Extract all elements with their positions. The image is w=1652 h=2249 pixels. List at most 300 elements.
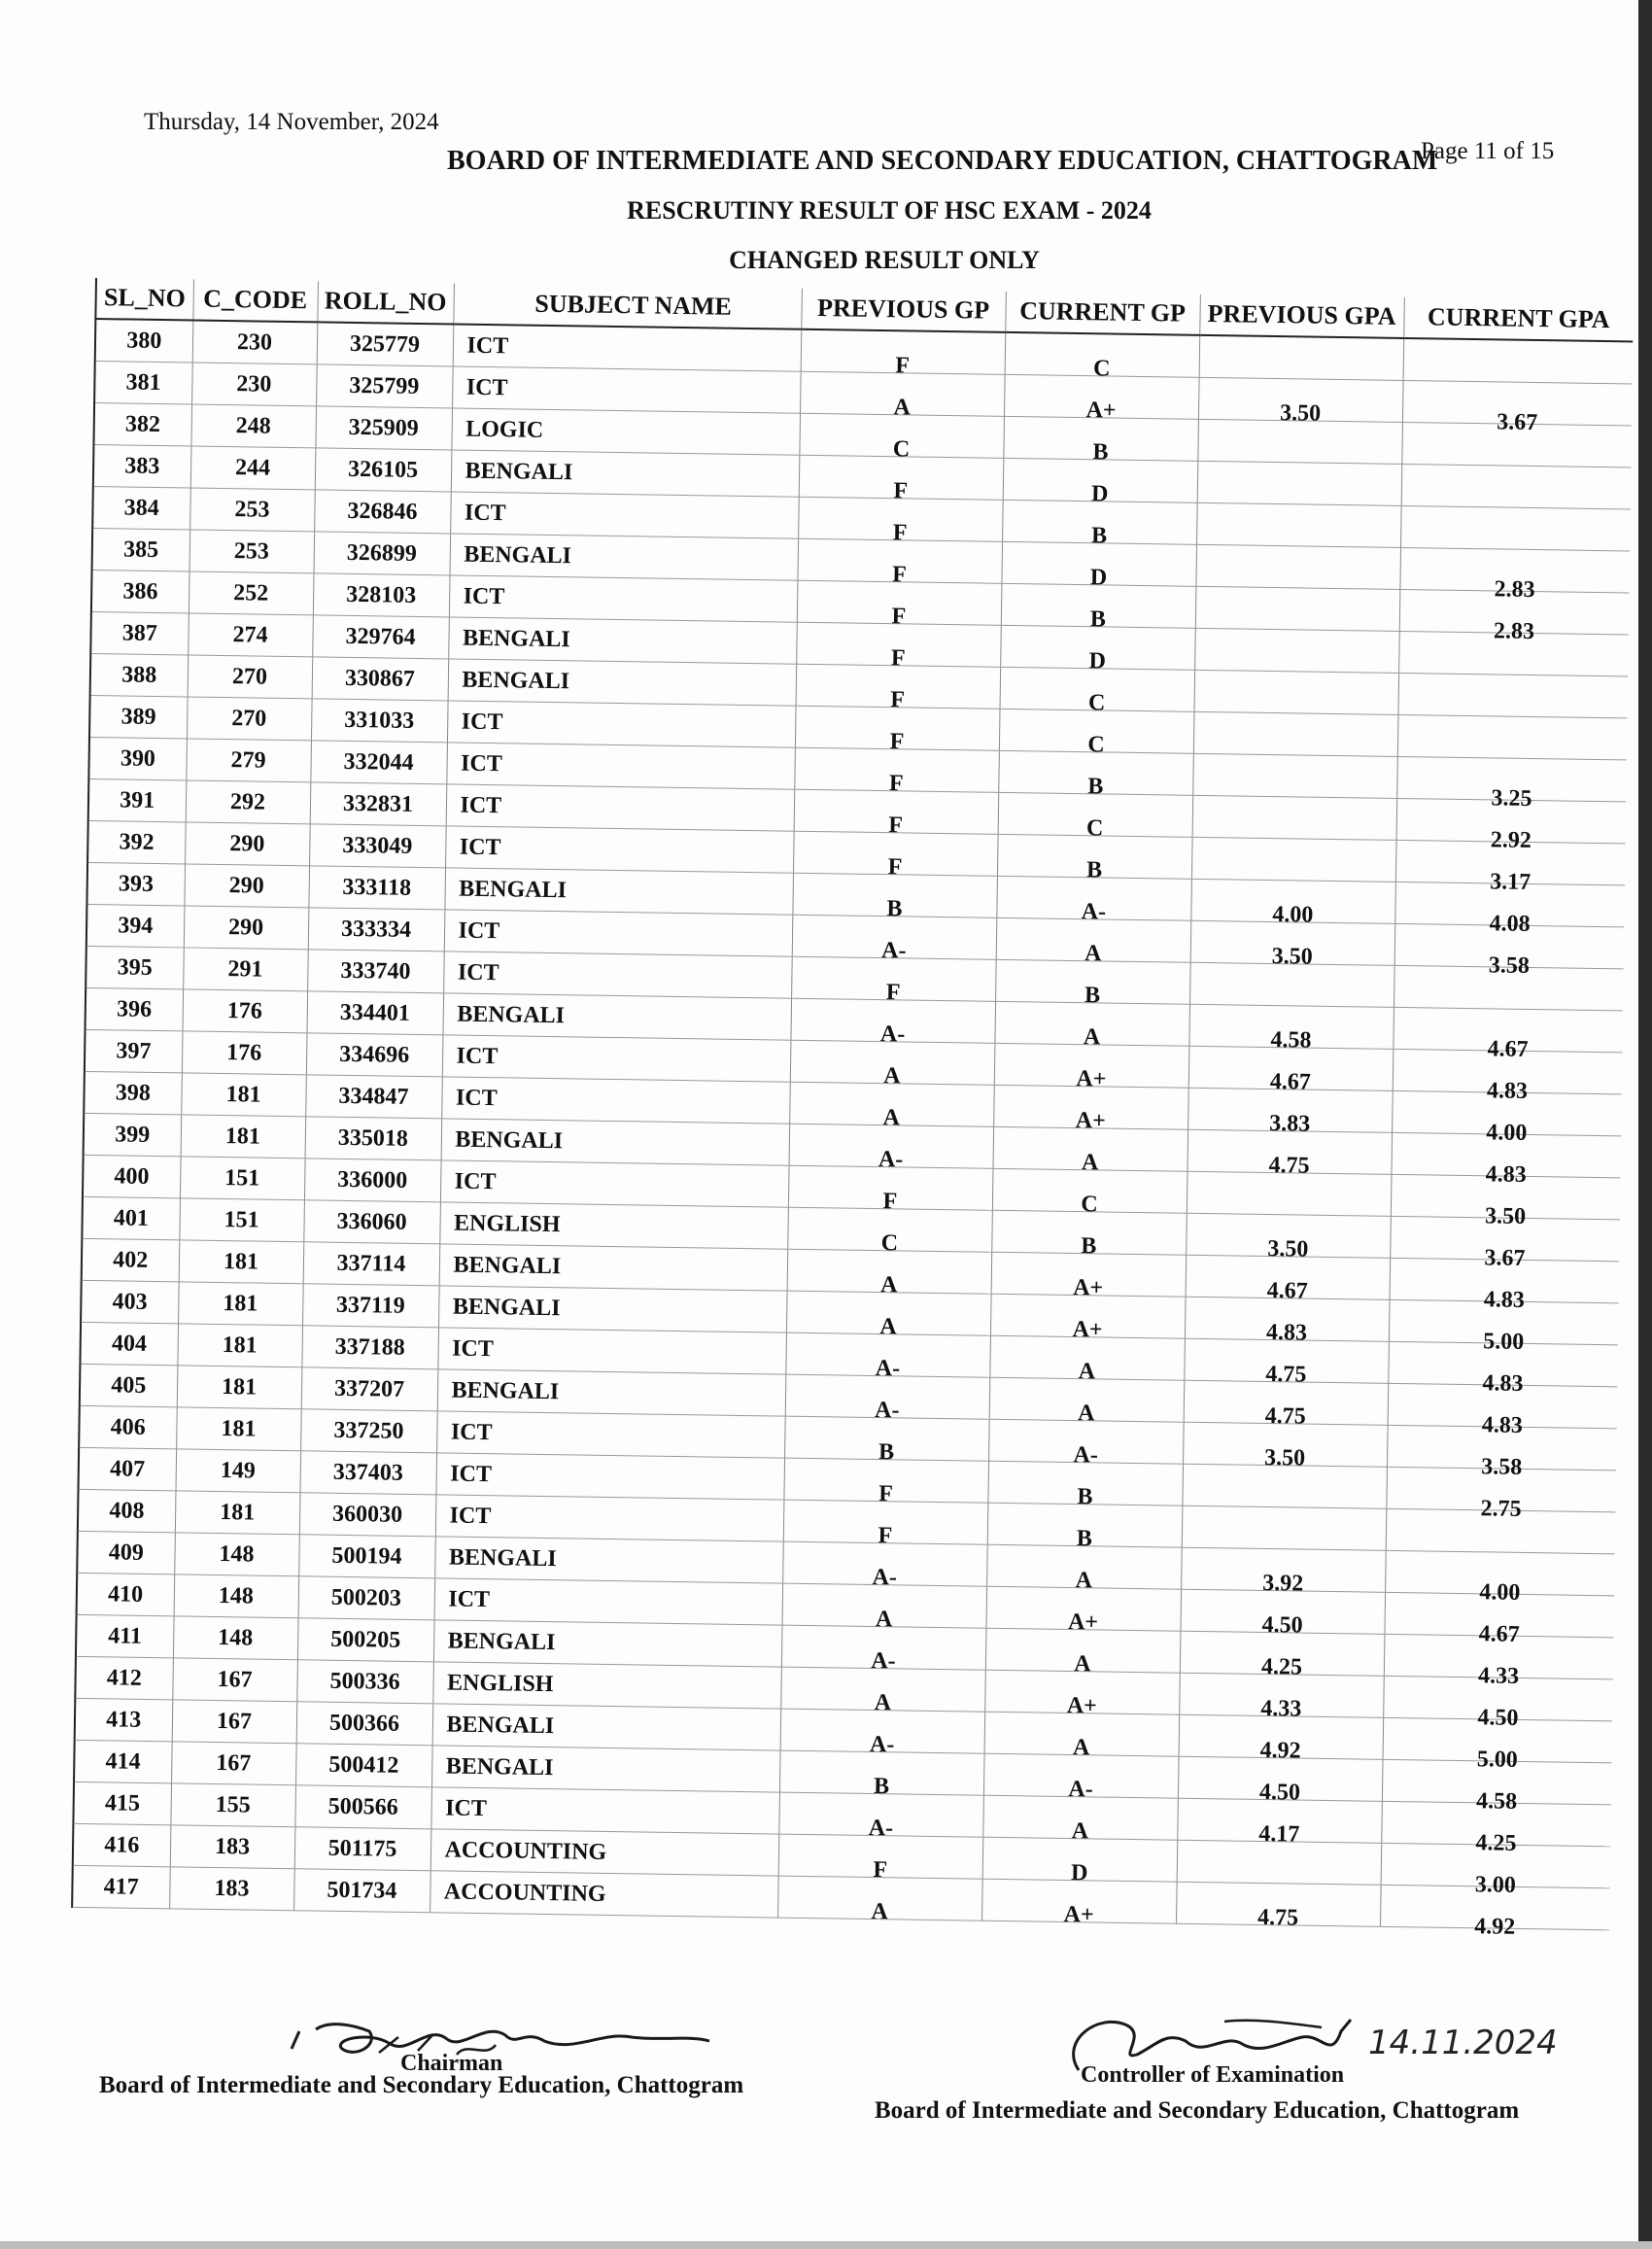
current-gpa-cell [1397,734,1628,778]
result-table-container [71,278,1633,1964]
subject-cell: ENGLISH [439,1202,788,1249]
roll-no-cell: 337188 [301,1326,438,1369]
current-gpa-cell: 4.58 [1382,1779,1612,1823]
current-gp-cell: C [1004,346,1199,391]
previous-gpa-cell [1196,516,1401,561]
subject-cell: LOGIC [451,408,800,455]
subject-cell: ICT [444,910,793,956]
sl-no-cell: 408 [78,1489,176,1532]
sl-no-cell: 380 [95,319,193,363]
previous-gp-cell: F [797,552,1002,597]
result-table [71,278,1634,1940]
scan-edge-bottom [0,2241,1652,2249]
c-code-cell: 270 [188,655,313,699]
previous-gpa-cell [1189,976,1394,1021]
subject-cell: ICT [452,366,801,413]
c-code-cell: 151 [179,1198,304,1242]
current-gpa-cell [1400,525,1631,570]
sl-no-cell: 395 [86,946,184,988]
current-gp-cell: C [999,680,1194,725]
previous-gpa-cell: 4.67 [1188,1059,1394,1104]
previous-gp-cell: F [800,343,1005,389]
current-gpa-cell: 4.33 [1384,1653,1614,1698]
subject-cell: BENGALI [438,1286,787,1332]
roll-no-cell: 333118 [308,866,445,910]
current-gp-cell: A [983,1725,1179,1770]
c-code-cell: 176 [182,1031,307,1075]
c-code-cell: 279 [186,739,311,782]
previous-gpa-cell [1182,1477,1387,1522]
current-gp-cell: A [992,1140,1187,1185]
current-gpa-cell: 4.83 [1391,1152,1621,1196]
header-subject-name: SUBJECT NAME [453,283,802,329]
previous-gp-cell: F [777,1848,982,1892]
exam-title: RESCRUTINY RESULT OF HSC EXAM - 2024 [627,196,1152,225]
subject-cell: ICT [446,743,795,789]
roll-no-cell: 328103 [313,573,450,617]
header-previous-gpa: PREVIOUS GPA [1199,294,1404,338]
sl-no-cell: 386 [91,570,189,612]
previous-gp-cell: A- [778,1806,983,1851]
roll-no-cell: 337403 [299,1451,436,1495]
current-gp-cell: B [997,848,1192,892]
previous-gp-cell: A- [792,928,997,973]
previous-gp-cell: A [789,1095,994,1140]
controller-board-label: Board of Intermediate and Secondary Education, Chattogram [875,2097,1520,2124]
c-code-cell: 274 [188,613,313,657]
previous-gpa-cell [1193,683,1398,728]
previous-gp-cell: A [781,1597,986,1642]
c-code-cell: 181 [179,1240,304,1284]
roll-no-cell: 333740 [307,950,444,993]
previous-gp-cell: A [777,1889,982,1934]
current-gpa-cell [1385,1528,1615,1573]
sl-no-cell: 416 [73,1823,171,1866]
current-gpa-cell: 3.58 [1387,1444,1617,1489]
sl-no-cell: 388 [90,653,189,696]
current-gpa-cell: 4.00 [1385,1570,1615,1614]
previous-gp-cell: A [800,385,1005,430]
previous-gpa-cell [1192,767,1397,812]
roll-no-cell: 334847 [305,1075,442,1119]
subject-cell: BENGALI [450,534,799,580]
subject-cell: ICT [441,1077,790,1124]
current-gp-cell: A [989,1349,1185,1394]
previous-gpa-cell: 3.50 [1186,1227,1391,1271]
c-code-cell: 292 [186,780,311,824]
previous-gp-cell: F [791,970,996,1015]
roll-no-cell: 500336 [296,1660,433,1704]
current-gpa-cell: 5.00 [1389,1319,1619,1364]
sl-no-cell: 415 [73,1782,171,1824]
previous-gpa-cell [1193,725,1398,770]
current-gpa-cell: 3.25 [1396,776,1627,820]
sl-no-cell: 414 [74,1740,172,1782]
roll-no-cell: 325779 [317,322,454,366]
current-gpa-cell: 3.58 [1394,943,1624,987]
roll-no-cell: 334401 [307,991,444,1035]
previous-gp-cell: F [798,510,1003,555]
previous-gpa-cell: 4.33 [1179,1686,1384,1731]
result-table-body [72,319,1633,1940]
c-code-cell: 230 [192,320,318,363]
roll-no-cell: 500366 [296,1702,433,1746]
c-code-cell: 167 [172,1658,297,1702]
sl-no-cell: 383 [93,444,191,487]
sl-no-cell: 399 [84,1113,182,1156]
sl-no-cell: 401 [82,1196,180,1239]
c-code-cell: 149 [175,1449,300,1493]
c-code-cell: 181 [177,1324,302,1367]
previous-gpa-cell [1197,432,1402,477]
previous-gpa-cell: 4.75 [1183,1394,1388,1438]
current-gpa-cell: 2.75 [1386,1486,1616,1531]
previous-gp-cell: F [797,594,1002,639]
header-current-gp: CURRENT GP [1005,292,1200,335]
previous-gp-cell: A- [779,1722,984,1767]
sl-no-cell: 396 [86,987,184,1030]
previous-gpa-cell: 4.58 [1188,1018,1394,1062]
subject-cell: BENGALI [448,617,797,664]
current-gpa-cell: 4.67 [1393,1026,1623,1071]
previous-gpa-cell [1176,1853,1381,1898]
roll-no-cell: 501175 [294,1827,431,1871]
current-gpa-cell: 3.50 [1391,1194,1621,1238]
c-code-cell: 181 [181,1115,306,1159]
previous-gp-cell: A [780,1680,985,1725]
subject-cell: ICT [443,952,792,998]
previous-gpa-cell [1194,641,1399,686]
current-gpa-cell [1400,483,1631,528]
subject-cell: ICT [445,826,794,873]
current-gpa-cell: 3.17 [1395,859,1626,904]
scan-edge [1638,0,1652,2249]
signature-date: 14.11.2024 [1368,2024,1558,2062]
current-gp-cell: C [999,722,1194,767]
roll-no-cell: 501734 [293,1869,430,1913]
roll-no-cell: 332044 [310,741,447,784]
current-gp-cell: B [987,1516,1183,1561]
sl-no-cell: 393 [86,862,185,905]
previous-gp-cell: A [790,1054,995,1098]
current-gpa-cell: 4.83 [1387,1402,1617,1447]
c-code-cell: 148 [173,1616,298,1660]
previous-gpa-cell: 3.50 [1198,391,1403,435]
print-date: Thursday, 14 November, 2024 [144,109,439,135]
current-gpa-cell [1398,650,1629,695]
current-gp-cell: B [1003,430,1198,474]
subject-cell: ACCOUNTING [430,1829,779,1876]
previous-gp-cell: F [799,468,1004,513]
current-gp-cell: A- [983,1767,1179,1812]
sl-no-cell: 406 [79,1405,177,1448]
subject-cell: ICT [449,575,798,622]
roll-no-cell: 500194 [298,1535,435,1578]
current-gp-cell: A [982,1809,1178,1853]
sl-no-cell: 411 [76,1614,174,1657]
roll-no-cell: 333049 [309,824,446,868]
previous-gp-cell: F [788,1179,993,1224]
sl-no-cell: 381 [94,362,192,404]
previous-gp-cell: F [795,719,1000,764]
subject-cell: BENGALI [431,1746,780,1792]
current-gp-cell: A+ [985,1600,1181,1644]
previous-gpa-cell: 4.17 [1177,1812,1382,1856]
previous-gpa-cell: 4.92 [1178,1728,1383,1773]
roll-no-cell: 500566 [294,1785,431,1829]
sl-no-cell: 385 [92,528,190,571]
subject-cell: ICT [434,1578,783,1625]
previous-gp-cell: A- [788,1137,993,1182]
subject-cell: BENGALI [439,1244,788,1291]
changed-result-title: CHANGED RESULT ONLY [729,246,1040,274]
roll-no-cell: 337207 [301,1367,438,1411]
current-gp-cell: A [985,1642,1181,1686]
subject-cell: ICT [447,701,796,747]
previous-gpa-cell [1195,558,1400,603]
subject-cell: ICT [430,1787,779,1834]
current-gp-cell: A- [988,1433,1184,1477]
roll-no-cell: 334696 [306,1033,443,1077]
previous-gp-cell: F [795,677,1000,722]
sl-no-cell: 417 [72,1865,170,1908]
roll-no-cell: 500205 [297,1618,434,1662]
c-code-cell: 148 [174,1533,299,1576]
sl-no-cell: 384 [92,486,190,529]
previous-gpa-cell [1195,600,1400,644]
c-code-cell: 151 [180,1157,305,1200]
previous-gp-cell: C [787,1221,992,1265]
c-code-cell: 230 [191,363,317,406]
sl-no-cell: 391 [88,778,187,821]
previous-gp-cell: A- [784,1388,989,1433]
subject-cell: ICT [435,1453,784,1500]
previous-gpa-cell: 4.75 [1184,1352,1389,1397]
current-gpa-cell: 4.83 [1389,1277,1619,1322]
c-code-cell: 290 [185,822,310,866]
current-gpa-cell: 3.67 [1390,1235,1620,1280]
c-code-cell: 176 [183,989,308,1033]
sl-no-cell: 409 [77,1531,175,1574]
current-gp-cell: A [988,1391,1184,1436]
roll-no-cell: 332831 [310,782,447,826]
current-gp-cell: B [995,973,1190,1018]
current-gpa-cell: 4.08 [1394,901,1625,946]
sl-no-cell: 402 [82,1238,180,1281]
sl-no-cell: 400 [83,1155,181,1197]
roll-no-cell: 337119 [302,1284,439,1328]
roll-no-cell: 329764 [312,615,449,659]
current-gp-cell: D [1003,471,1198,516]
current-gp-cell: D [1000,639,1195,683]
current-gp-cell: A [994,1015,1189,1059]
c-code-cell: 181 [177,1366,302,1409]
current-gp-cell: D [981,1851,1177,1895]
current-gpa-cell [1394,985,1624,1029]
current-gp-cell: B [991,1224,1187,1268]
previous-gp-cell: F [783,1513,988,1558]
c-code-cell: 248 [190,404,316,448]
previous-gp-cell: A- [782,1555,987,1600]
header-sl-no: SL_NO [95,278,193,320]
current-gpa-cell: 4.50 [1383,1695,1613,1740]
current-gp-cell: B [987,1474,1183,1519]
current-gpa-cell: 4.00 [1392,1110,1622,1155]
c-code-cell: 183 [169,1867,294,1911]
current-gp-cell: A [986,1558,1182,1603]
previous-gpa-cell: 4.67 [1185,1268,1390,1313]
c-code-cell: 291 [183,948,308,991]
current-gpa-cell: 3.00 [1380,1862,1610,1907]
previous-gp-cell: F [794,761,999,806]
roll-no-cell: 326846 [314,490,451,534]
c-code-cell: 148 [174,1574,299,1618]
sl-no-cell: 382 [93,403,191,446]
previous-gpa-cell: 3.92 [1181,1561,1386,1606]
header-current-gpa: CURRENT GPA [1403,297,1634,341]
board-title: BOARD OF INTERMEDIATE AND SECONDARY EDUCATION, CHATTOGRAM [447,146,1438,176]
roll-no-cell: 331033 [311,699,448,743]
header-roll-no: ROLL_NO [317,281,454,324]
subject-cell: ICT [442,1035,791,1082]
header-c-code: C_CODE [192,279,318,322]
current-gp-cell: A+ [981,1892,1177,1937]
roll-no-cell: 337114 [303,1242,440,1286]
roll-no-cell: 325909 [315,406,452,450]
roll-no-cell: 335018 [305,1117,442,1160]
previous-gpa-cell [1198,349,1403,395]
previous-gpa-cell: 4.50 [1178,1770,1383,1815]
subject-cell: ICT [453,324,802,371]
c-code-cell: 181 [176,1407,301,1451]
previous-gpa-cell [1182,1519,1387,1564]
c-code-cell: 270 [187,697,312,741]
current-gpa-cell: 4.67 [1384,1611,1614,1656]
previous-gp-cell: F [796,636,1001,680]
sl-no-cell: 398 [84,1071,182,1114]
current-gp-cell: A+ [993,1098,1188,1143]
previous-gpa-cell [1191,809,1396,853]
current-gpa-cell [1397,692,1628,737]
c-code-cell: 181 [181,1073,306,1117]
current-gp-cell: A+ [994,1056,1189,1101]
sl-no-cell: 397 [85,1029,183,1072]
roll-no-cell: 337250 [300,1409,437,1453]
c-code-cell: 253 [189,488,315,532]
current-gp-cell: A+ [990,1265,1186,1310]
current-gp-cell: D [1001,555,1196,600]
chairman-board-label: Board of Intermediate and Secondary Education, Chattogram [99,2072,744,2098]
current-gp-cell: A+ [1004,388,1199,432]
previous-gpa-cell [1196,474,1401,519]
sl-no-cell: 392 [87,820,186,863]
current-gp-cell: A- [996,889,1191,934]
controller-label: Controller of Examination [1081,2062,1345,2088]
subject-cell: BENGALI [433,1620,782,1667]
previous-gp-cell: B [792,886,997,931]
previous-gp-cell: F [793,803,998,848]
previous-gp-cell: A- [790,1012,995,1056]
subject-cell: ICT [435,1495,784,1541]
current-gpa-cell: 5.00 [1382,1737,1612,1782]
roll-no-cell: 500203 [298,1576,435,1620]
c-code-cell: 253 [189,530,315,573]
subject-cell: BENGALI [444,868,793,915]
current-gpa-cell [1402,358,1633,403]
previous-gp-cell: F [783,1471,988,1516]
c-code-cell: 155 [170,1783,295,1827]
previous-gpa-cell: 4.75 [1176,1895,1381,1940]
c-code-cell: 167 [171,1742,296,1785]
sl-no-cell: 389 [89,695,188,738]
current-gp-cell: B [1002,513,1197,558]
header-previous-gp: PREVIOUS GP [801,289,1006,332]
sl-no-cell: 404 [80,1322,178,1365]
previous-gpa-cell: 4.83 [1185,1310,1390,1355]
roll-no-cell: 333334 [308,908,445,952]
subject-cell: BENGALI [432,1704,781,1750]
roll-no-cell: 326105 [315,448,452,492]
subject-cell: ICT [450,492,799,538]
sl-no-cell: 412 [75,1656,173,1699]
current-gpa-cell: 4.92 [1380,1904,1610,1949]
current-gpa-cell: 2.83 [1398,608,1629,653]
roll-no-cell: 326899 [314,532,451,575]
current-gp-cell: B [998,764,1193,809]
current-gp-cell: A [995,931,1190,976]
previous-gp-cell: B [784,1430,989,1474]
current-gpa-cell [1401,441,1632,486]
roll-no-cell: 336000 [304,1159,441,1202]
roll-no-cell: 360030 [299,1493,436,1537]
current-gpa-cell: 2.83 [1399,567,1630,611]
previous-gpa-cell: 3.50 [1183,1436,1388,1480]
subject-cell: ACCOUNTING [430,1871,778,1918]
previous-gpa-cell: 4.75 [1187,1143,1392,1188]
page-number: Page 11 of 15 [1421,138,1555,164]
subject-cell: ICT [436,1411,785,1458]
current-gpa-cell: 4.83 [1388,1361,1618,1405]
sl-no-cell: 407 [79,1447,177,1490]
sl-no-cell: 403 [81,1280,179,1323]
previous-gpa-cell: 3.50 [1189,934,1394,979]
c-code-cell: 181 [175,1491,300,1535]
previous-gpa-cell: 4.00 [1190,892,1395,937]
subject-cell: BENGALI [437,1369,786,1416]
sl-no-cell: 405 [80,1364,178,1406]
subject-cell: BENGALI [442,993,791,1040]
previous-gpa-cell: 4.25 [1180,1644,1385,1689]
c-code-cell: 167 [172,1700,297,1744]
subject-cell: ICT [446,784,795,831]
previous-gp-cell: A- [781,1639,986,1683]
current-gpa-cell: 2.92 [1395,817,1626,862]
sl-no-cell: 390 [88,737,187,779]
current-gp-cell: B [1001,597,1196,641]
roll-no-cell: 336060 [303,1200,440,1244]
current-gp-cell: A+ [990,1307,1186,1352]
previous-gpa-cell [1191,850,1396,895]
current-gpa-cell: 3.67 [1402,399,1633,444]
previous-gp-cell: C [799,427,1004,471]
c-code-cell: 252 [189,571,314,615]
current-gp-cell: C [992,1182,1187,1227]
c-code-cell: 181 [178,1282,303,1326]
subject-cell: BENGALI [434,1537,783,1583]
previous-gp-cell: F [793,845,998,889]
sl-no-cell: 410 [77,1573,175,1615]
subject-cell: BENGALI [451,450,800,497]
